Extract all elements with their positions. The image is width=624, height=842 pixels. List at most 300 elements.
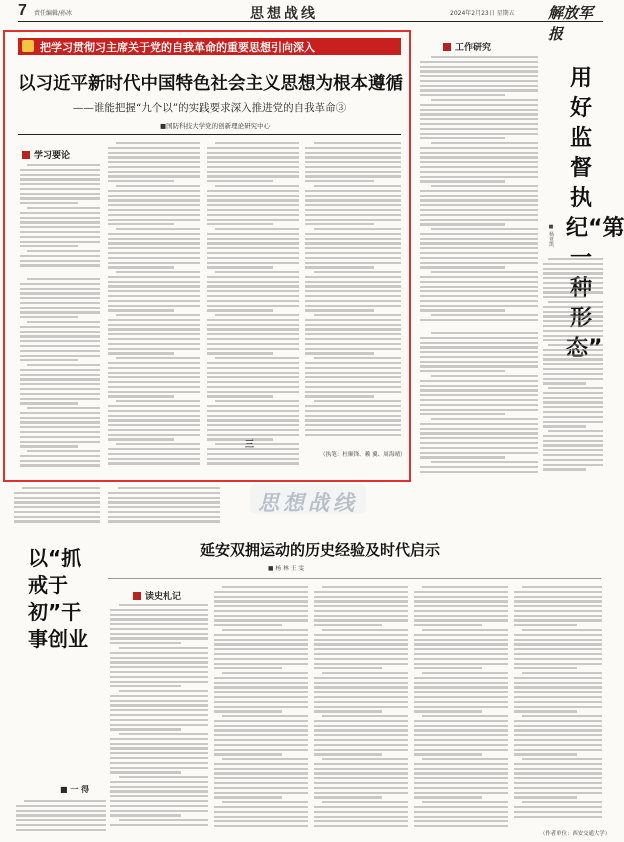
text-line (108, 391, 200, 393)
issue-date: 2024年2月23日 星期五 (450, 10, 515, 17)
text-line (207, 343, 299, 345)
text-line (305, 405, 401, 407)
brush-section-mark: 思想战线 (258, 490, 358, 515)
text-line (514, 615, 602, 617)
text-line (420, 80, 538, 82)
text-line (314, 696, 408, 698)
text-line (20, 297, 100, 299)
text-line (305, 285, 401, 287)
text-line (548, 430, 603, 432)
text-line (305, 295, 401, 297)
text-line (16, 829, 106, 831)
text-line (305, 276, 401, 278)
text-line (20, 335, 100, 337)
right-col3-text (543, 258, 603, 478)
text-line (20, 402, 78, 404)
text-line (305, 219, 401, 221)
text-line (420, 252, 538, 254)
text-line (20, 445, 78, 447)
text-line (222, 758, 308, 760)
text-line (420, 113, 538, 115)
text-line (543, 335, 603, 337)
text-line (514, 643, 602, 645)
text-line (20, 231, 100, 233)
text-line (214, 806, 308, 808)
text-line (108, 290, 200, 292)
text-line (305, 204, 401, 206)
text-line (207, 147, 299, 149)
text-line (420, 447, 538, 449)
text-line (420, 290, 538, 292)
text-line (305, 147, 401, 149)
text-line (420, 75, 538, 77)
text-line (414, 772, 508, 774)
text-line (20, 369, 100, 371)
text-line (543, 454, 603, 456)
lead-topic-strip (18, 38, 401, 55)
text-line (305, 247, 401, 249)
party-emblem-icon (22, 40, 34, 52)
text-line (222, 715, 308, 717)
text-line (420, 295, 538, 297)
text-line (14, 516, 100, 518)
text-line (314, 806, 408, 808)
text-line (543, 291, 603, 293)
text-line (414, 820, 508, 822)
text-line (420, 342, 538, 344)
text-line (215, 443, 299, 445)
right-headline: 用好监督执纪“第一种形态” (566, 66, 624, 361)
text-line (314, 667, 382, 669)
text-line (214, 619, 308, 621)
text-line (110, 824, 208, 826)
text-line (514, 796, 577, 798)
text-line (110, 728, 181, 730)
text-line (214, 768, 308, 770)
lead-col2-text (108, 142, 200, 472)
text-line (420, 413, 505, 415)
text-line (420, 466, 538, 468)
text-line (207, 328, 299, 330)
text-line (108, 410, 200, 412)
text-line (207, 175, 299, 177)
text-line (110, 695, 208, 697)
text-line (214, 796, 282, 798)
text-line (207, 348, 299, 350)
text-line (420, 319, 538, 321)
text-line (414, 792, 508, 794)
text-line (207, 276, 299, 278)
text-line (207, 166, 299, 168)
text-line (20, 197, 100, 199)
text-line (420, 281, 538, 283)
text-line (214, 725, 308, 727)
text-line (431, 99, 538, 101)
text-line (548, 258, 603, 260)
square-bullet-icon (22, 151, 30, 159)
text-line (20, 436, 100, 438)
text-line (110, 700, 208, 702)
text-line (305, 424, 401, 426)
text-line (420, 365, 538, 367)
text-line (27, 250, 100, 252)
text-line (214, 792, 308, 794)
text-line (108, 501, 220, 503)
text-line (322, 758, 408, 760)
text-line (207, 395, 273, 397)
text-line (116, 142, 200, 144)
text-line (20, 193, 100, 195)
text-line (214, 696, 308, 698)
text-line (108, 343, 200, 345)
text-line (207, 199, 299, 201)
text-line (514, 653, 602, 655)
text-line (314, 710, 382, 712)
text-line (108, 190, 200, 192)
text-line (207, 295, 299, 297)
text-line (20, 331, 100, 333)
text-line (414, 624, 482, 626)
text-line (314, 648, 408, 650)
text-line (110, 747, 208, 749)
text-line (420, 195, 538, 197)
text-line (108, 300, 200, 302)
text-line (305, 395, 374, 397)
text-line (20, 236, 100, 238)
text-line (314, 816, 408, 818)
text-line (414, 686, 508, 688)
text-line (108, 281, 200, 283)
text-line (414, 667, 482, 669)
text-line (414, 796, 482, 798)
text-line (420, 394, 538, 396)
text-line (514, 677, 602, 679)
text-line (420, 409, 538, 411)
text-line (543, 315, 603, 317)
text-line (543, 354, 603, 356)
text-line (422, 801, 508, 803)
text-line (108, 180, 174, 182)
text-line (305, 166, 401, 168)
text-line (422, 586, 508, 588)
text-line (108, 429, 200, 431)
text-line (207, 309, 273, 311)
text-line (420, 123, 538, 125)
text-line (514, 691, 602, 693)
text-line (420, 156, 538, 158)
text-line (207, 233, 299, 235)
text-line (543, 282, 603, 284)
text-line (522, 629, 602, 631)
text-line (314, 749, 408, 751)
text-line (420, 238, 538, 240)
text-line (414, 658, 508, 660)
text-line (543, 392, 603, 394)
text-line (314, 820, 408, 822)
text-line (119, 733, 208, 735)
text-line (27, 207, 100, 209)
text-line (214, 639, 308, 641)
text-line (414, 610, 508, 612)
text-line (514, 596, 602, 598)
text-line (420, 161, 538, 163)
text-line (20, 288, 100, 290)
text-line (420, 94, 505, 96)
text-line (110, 752, 208, 754)
text-line (314, 605, 408, 607)
text-line (420, 66, 538, 68)
text-line (20, 260, 100, 262)
text-line (514, 639, 602, 641)
text-line (110, 738, 208, 740)
text-line (108, 209, 200, 211)
text-line (314, 271, 401, 273)
text-line (207, 453, 299, 455)
text-line (207, 462, 299, 464)
text-line (108, 161, 200, 163)
text-line (543, 464, 603, 466)
text-line (414, 600, 508, 602)
text-line (514, 734, 602, 736)
text-line (305, 233, 401, 235)
bottom-col1-text (110, 604, 208, 834)
text-line (305, 324, 401, 326)
text-line (305, 266, 374, 268)
text-line (20, 241, 100, 243)
text-line (548, 344, 603, 346)
text-line (108, 367, 200, 369)
text-line (14, 520, 100, 522)
text-line (305, 381, 401, 383)
text-line (420, 266, 505, 268)
text-line (420, 219, 538, 221)
text-line (20, 316, 78, 318)
text-line (207, 386, 299, 388)
text-line (215, 142, 299, 144)
text-line (420, 380, 538, 382)
text-line (214, 710, 282, 712)
text-line (431, 142, 538, 144)
text-line (207, 438, 273, 440)
text-line (108, 520, 220, 522)
text-line (414, 763, 508, 765)
text-line (314, 782, 408, 784)
text-line (214, 777, 308, 779)
text-line (414, 701, 508, 703)
text-line (24, 800, 106, 802)
text-line (207, 290, 299, 292)
text-line (414, 634, 508, 636)
text-line (305, 367, 401, 369)
text-line (420, 471, 538, 473)
bottom-headline: 延安双拥运动的历史经验及时代启示 (200, 541, 441, 559)
text-line (543, 349, 603, 351)
text-line (108, 147, 200, 149)
text-line (414, 648, 508, 650)
text-line (20, 421, 100, 423)
text-line (305, 190, 401, 192)
text-line (420, 286, 538, 288)
text-line (420, 199, 538, 201)
text-line (543, 311, 603, 313)
text-line (20, 431, 100, 433)
text-line (215, 271, 299, 273)
page-editor: 责任编辑/孙冰 (34, 10, 73, 17)
text-line (207, 171, 299, 173)
text-line (322, 715, 408, 717)
text-line (110, 637, 208, 639)
text-line (20, 359, 78, 361)
text-line (207, 419, 299, 421)
text-line (110, 724, 208, 726)
text-line (431, 332, 538, 334)
text-line (20, 426, 100, 428)
text-line (420, 385, 538, 387)
text-line (431, 314, 538, 316)
text-line (420, 233, 538, 235)
text-line (414, 749, 508, 751)
text-line (314, 314, 401, 316)
text-line (108, 372, 200, 374)
text-line (420, 432, 538, 434)
text-line (207, 305, 299, 307)
text-line (314, 600, 408, 602)
text-line (414, 729, 508, 731)
text-line (314, 658, 408, 660)
text-line (207, 223, 273, 225)
text-line (305, 419, 401, 421)
text-line (314, 811, 408, 813)
text-line (543, 277, 603, 279)
text-line (420, 399, 538, 401)
text-line (314, 142, 401, 144)
text-line (420, 128, 538, 130)
text-line (314, 677, 408, 679)
text-line (110, 762, 208, 764)
text-line (314, 682, 408, 684)
text-line (543, 296, 586, 298)
text-line (305, 223, 374, 225)
text-line (305, 338, 401, 340)
text-line (431, 56, 538, 58)
text-line (108, 295, 200, 297)
text-line (305, 300, 401, 302)
text-line (543, 363, 603, 365)
text-line (514, 782, 602, 784)
right-col1-text (420, 56, 538, 326)
text-line (108, 376, 200, 378)
bottom-credit: （作者单位：西安交通大学） (540, 831, 611, 837)
text-line (110, 743, 208, 745)
text-line (108, 156, 200, 158)
text-line (116, 443, 200, 445)
page-header (18, 0, 603, 43)
text-line (207, 338, 299, 340)
text-line (514, 816, 602, 818)
text-line (214, 610, 308, 612)
study-tag: 学习要论 (22, 148, 70, 161)
text-line (420, 389, 538, 391)
text-line (420, 89, 538, 91)
text-line (305, 391, 401, 393)
text-line (305, 348, 401, 350)
text-line (207, 434, 299, 436)
text-line (108, 152, 200, 154)
text-line (110, 642, 181, 644)
text-line (420, 442, 538, 444)
bottom-col3-text (314, 586, 408, 834)
lead-intro-text (20, 164, 100, 270)
text-line (108, 386, 200, 388)
text-line (108, 195, 200, 197)
text-line (110, 704, 208, 706)
text-line (514, 753, 577, 755)
bottom-col4-text (414, 586, 508, 834)
text-line (214, 643, 308, 645)
text-line (514, 610, 602, 612)
text-line (214, 734, 308, 736)
text-line (314, 739, 408, 741)
text-line (305, 434, 401, 436)
text-line (14, 506, 100, 508)
text-line (20, 441, 100, 443)
text-line (214, 701, 308, 703)
text-line (27, 278, 100, 280)
text-line (20, 212, 100, 214)
text-line (314, 796, 382, 798)
text-line (420, 428, 538, 430)
masthead-logo: 解放军报 (548, 4, 594, 43)
text-line (414, 777, 508, 779)
text-line (314, 653, 408, 655)
text-line (214, 706, 308, 708)
text-line (108, 257, 200, 259)
text-line (305, 376, 401, 378)
text-line (514, 663, 602, 665)
text-line (20, 264, 100, 266)
text-line (514, 763, 602, 765)
text-line (314, 634, 408, 636)
lead-rule (18, 134, 401, 135)
text-line (108, 328, 200, 330)
text-line (20, 398, 100, 400)
text-line (314, 734, 408, 736)
text-line (20, 326, 100, 328)
text-line (414, 710, 482, 712)
text-line (20, 393, 100, 395)
text-line (543, 425, 586, 427)
text-line (305, 305, 401, 307)
text-line (108, 405, 200, 407)
text-line (420, 70, 538, 72)
text-line (110, 623, 208, 625)
text-line (20, 283, 100, 285)
text-line (543, 339, 586, 341)
text-line (207, 262, 299, 264)
text-line (543, 397, 603, 399)
text-line (431, 375, 538, 377)
text-line (108, 233, 200, 235)
text-line (414, 816, 508, 818)
text-line (305, 415, 401, 417)
text-line (108, 511, 220, 513)
text-line (514, 777, 602, 779)
text-line (420, 361, 538, 363)
text-line (116, 314, 200, 316)
text-line (420, 176, 538, 178)
text-line (314, 610, 408, 612)
text-line (420, 137, 505, 139)
